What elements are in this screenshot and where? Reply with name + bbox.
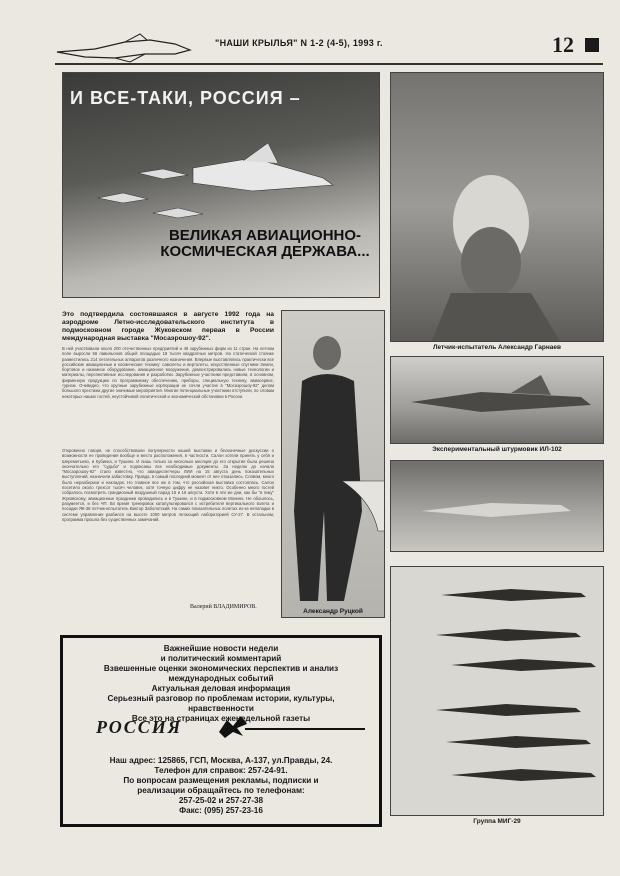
rossiya-logo: РОССИЯ (96, 717, 183, 737)
pilot-photo (390, 72, 604, 342)
article-body-2: Откровенно говоря, не способствовали популярности нашей выставки и бесконечные дискуссии о возможности ее проведения вообще и место расположения, в частности. Салон хотели принять у себя и Шереметьево, и Кубинка, и Тушино. И лишь только за несколько месяцев до его открытия была решена окончательно его "судьба" и подписаны все необходимые документы. За неделю до начала "Мосаэрошоу-92" стало известно, что авиадиспетчеры ЛИИ на 15 августа день показательных выступлений, назначили забастовку. Правда, в самый последний момент от нее отказались. Словом, много было неразберихи и накладок. Но главное все же в том, что российская выставка состоялась. Салон посетило около трехсот тысяч человек, хотя точную цифру не назовет никто. Особенно много гостей собралось посмотреть грандиозный воздушный парад 15 и 16 августа. Хотя в эти же дни, как бы "в пику" Жуковскому, авиационные праздники проводились и в Тушине, и в подмосковном Монино. Не обошлось, разумеется, и без ЧП. Во время тренировок катапультировался с истребителя вертикального взлета и посадки ЯК-38 летчик-испытатель Виктор Заболотский. На самих показательных полетах из-за неполадки в системе управления разбился на высоте 1000 метров летающий лабораторией СУ-27. В остальном, программа прошла без существенных замечаний. (62, 448, 274, 522)
su27-photo (390, 460, 604, 552)
page-number: 12 (552, 32, 574, 57)
ad-ads-phones: 257-25-02 и 257-27-38 (178, 796, 264, 805)
ad-line-3: Взвешенные оценки экономических перспектив и анализ (103, 664, 339, 673)
article-body-1: В ней участвовали около 200 отечественных предприятий и 49 зарубежных фирм из 11 стран. На летном поле выросли 56 павильонов общей площадью 18 тысяч квадратных метров. На статической стоянке разместились 214 летательных аппаратов различного назначения. Впервые выставлялись практически все российские авиационные и космические технику: самолеты и вертолеты, искусственные спутники Земли, бортовое и наземное оборудование, авиационное вооружение, демонстрировались новые технологии и материалы, перспективные исследования и разработки. Зарубежные участники представили, в основном, фирменную продукцию по программному обеспечению, приборы, специальную технику, авиасервис, туризм. Очевидно, что крупные зарубежные корпорации не сочли участие в "Мосаэрошоу-92" делом большого престижа другие значимые мероприятия. Многие потенциальные участники отступили, по словам некоторых наших гостей, неустойчивой политической и экономической обстановки в России. (62, 346, 274, 399)
headline-top: И ВСЕ-ТАКИ, РОССИЯ – (70, 88, 301, 108)
ad-line-2: и политический комментарий (160, 654, 282, 663)
page-marker (585, 38, 599, 52)
ad-ads-line-2: реализации обращайтесь по телефонам: (137, 786, 305, 795)
ad-line-1: Важнейшие новости недели (163, 644, 279, 653)
mig29-photo (390, 566, 604, 816)
rutskoy-photo (281, 310, 385, 618)
rossiya-underline (245, 728, 365, 730)
eagle-icon (215, 712, 251, 740)
ad-line-8: Все это на страницах еженедельной газеты (131, 714, 311, 723)
article-lead: Это подтвердила состоявшаяся в августе 1992 года на аэродроме Летно-исследовательского института в подмосковном городе Жуковском первая в России международная выставка "Мосаэрошоу-92". (62, 311, 274, 342)
caption-mig29: Группа МИГ-29 (473, 818, 521, 825)
ad-line-5: Актуальная деловая информация (151, 684, 291, 693)
ad-ads-line-1: По вопросам размещения рекламы, подписки и (123, 776, 319, 785)
ad-fax: Факс: (095) 257-23-16 (179, 806, 263, 815)
newspaper-issue-title: "НАШИ КРЫЛЬЯ" N 1-2 (4-5), 1993 г. (215, 38, 383, 48)
jet-silhouette-icon (55, 32, 195, 64)
ad-line-7: нравственности (188, 704, 254, 713)
il102-photo (390, 356, 604, 444)
header-rule (55, 63, 603, 65)
headline-bottom: ВЕЛИКАЯ АВИАЦИОННО-КОСМИЧЕСКАЯ ДЕРЖАВА... (160, 227, 370, 260)
ad-line-4: международных событий (168, 674, 274, 683)
caption-stormtrooper: Экспериментальный штурмовик ИЛ-102 (432, 446, 562, 453)
caption-pilot: Летчик-испытатель Александр Гарнаев (432, 344, 562, 351)
article-author: Валерий ВЛАДИМИРОВ. (190, 604, 257, 610)
ad-phone: Телефон для справок: 257-24-91. (154, 766, 288, 775)
ad-address: Наш адрес: 125865, ГСП, Москва, А-137, ул.Правды, 24. (109, 756, 333, 765)
caption-rutskoy: Александр Руцкой (303, 608, 363, 615)
ad-line-6: Серьезный разговор по проблемам истории, культуры, (107, 694, 335, 703)
